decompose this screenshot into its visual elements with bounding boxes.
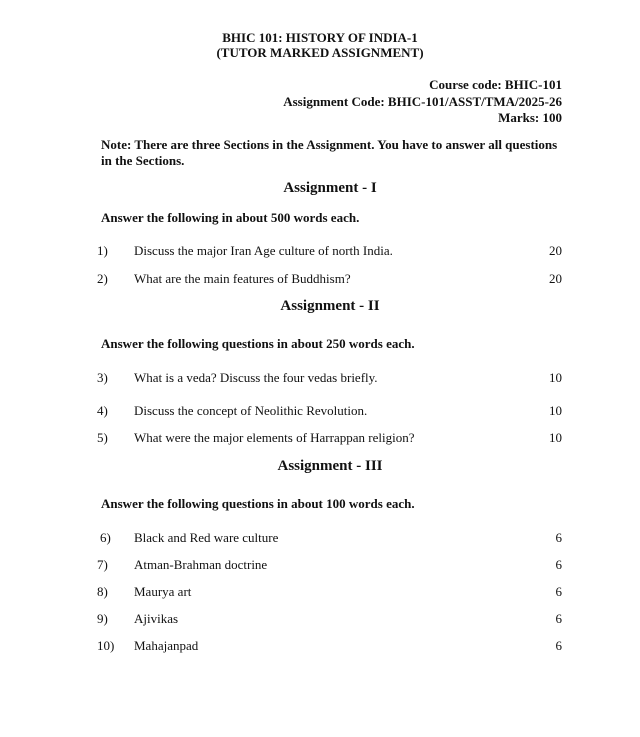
question-text: What are the main features of Buddhism? [134,271,351,286]
section-title: Assignment - III [277,458,383,474]
question-number: 3) [97,370,108,385]
question-number: 7) [97,557,108,572]
question-marks: 6 [555,584,562,599]
question-text: Ajivikas [134,611,179,626]
question-marks: 10 [549,403,562,418]
course-code: Course code: BHIC-101 [429,77,562,92]
question-text: What were the major elements of Harrappan religion? [134,430,415,445]
question-marks: 6 [555,530,562,545]
section-title: Assignment - I [283,180,377,196]
question-number: 6) [100,530,111,545]
question-text: Maurya art [134,584,192,599]
question-text: Mahajanpad [134,638,199,653]
question-marks: 6 [555,638,562,653]
question-marks: 20 [549,271,562,286]
question-marks: 10 [549,430,562,445]
question-marks: 6 [555,611,562,626]
question-number: 1) [97,243,108,258]
section-instruction: Answer the following questions in about 250 words each. [101,336,415,351]
total-marks: Marks: 100 [498,110,562,125]
question-marks: 10 [549,370,562,385]
question-text: Black and Red ware culture [134,530,279,545]
question-marks: 20 [549,243,562,258]
question-text: Discuss the concept of Neolithic Revolution. [134,403,368,418]
question-number: 10) [97,638,115,653]
assignment-code: Assignment Code: BHIC-101/ASST/TMA/2025-26 [283,94,562,109]
question-text: What is a veda? Discuss the four vedas briefly. [134,370,378,385]
question-marks: 6 [555,557,562,572]
assignment-note: Note: There are three Sections in the Assignment. You have to answer all questions in the Sections. [101,137,558,168]
question-number: 9) [97,611,108,626]
section-instruction: Answer the following questions in about 100 words each. [101,496,415,511]
question-number: 2) [97,271,108,286]
section-instruction: Answer the following in about 500 words each. [101,210,360,225]
question-text: Discuss the major Iran Age culture of north India. [134,243,393,258]
question-number: 5) [97,430,108,445]
question-number: 8) [97,584,108,599]
document-title: BHIC 101: HISTORY OF INDIA-1 [222,30,418,45]
question-number: 4) [97,403,108,418]
question-text: Atman-Brahman doctrine [134,557,268,572]
document-subtitle: (TUTOR MARKED ASSIGNMENT) [216,45,424,60]
section-title: Assignment - II [280,298,380,314]
